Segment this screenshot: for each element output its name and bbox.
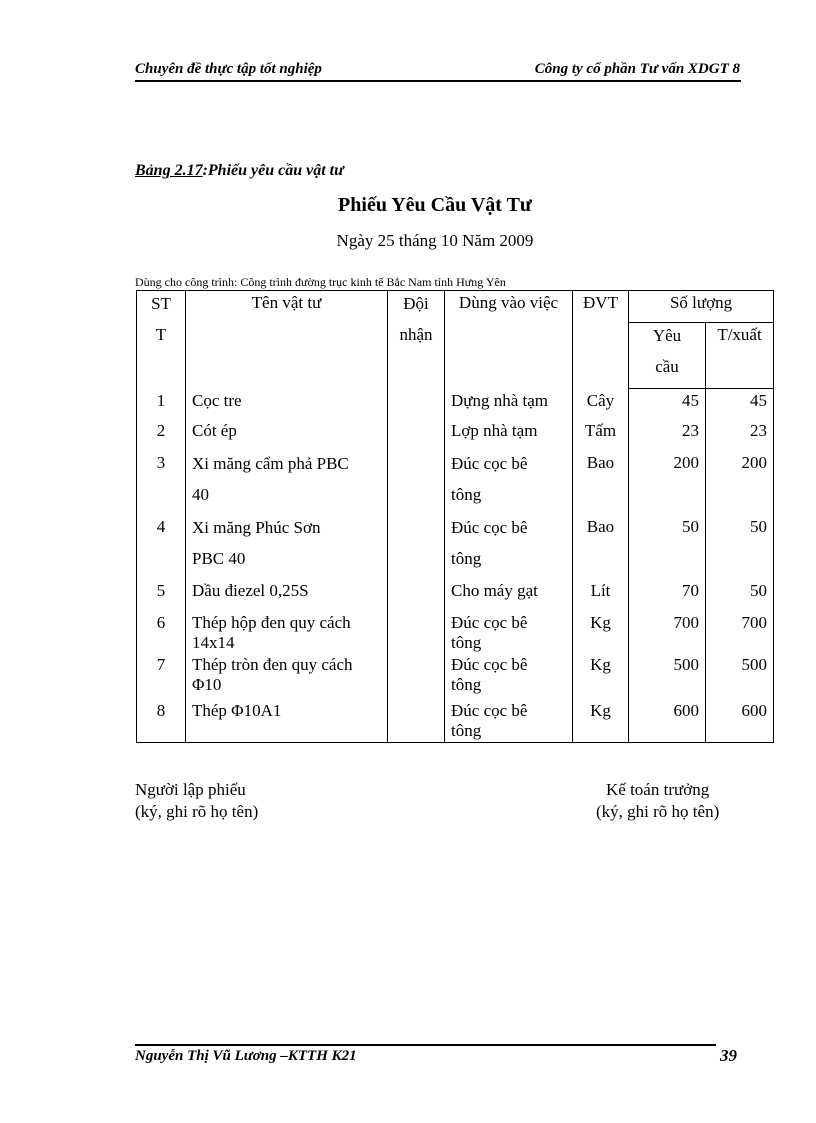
table-row: [137, 581, 774, 613]
cell-requested: 45: [629, 389, 706, 421]
header-right: Công ty cổ phần Tư vấn XDGT 8: [534, 61, 740, 77]
cell-use-line2: tông: [451, 674, 482, 694]
cell-issued: 50: [706, 517, 774, 581]
header-use: Dùng vào việc: [445, 291, 573, 389]
table-row: [137, 453, 774, 517]
cell-unit: Kg: [573, 701, 629, 743]
cell-name: Dầu điezel 0,25S: [186, 581, 388, 613]
cell-name-line1: Thép tròn đen quy cách: [192, 654, 353, 674]
cell-name-line1: Xi măng cẩm phả PBC: [192, 453, 349, 473]
cell-requested: 600: [629, 701, 706, 743]
cell-unit: Bao: [573, 453, 629, 517]
table-caption: [135, 162, 344, 180]
header-requested: [629, 323, 706, 389]
header-stt-line2: T: [155, 325, 167, 344]
cell-unit: Kg: [573, 613, 629, 655]
project-line: Dùng cho công trình: Công trình đường trục kinh tế Bắc Nam tỉnh Hưng Yên: [135, 275, 506, 289]
signature-preparer-note: (ký, ghi rõ họ tên): [135, 802, 259, 821]
cell-use-line1: Đúc cọc bê: [451, 654, 528, 674]
document-date: Ngày 25 tháng 10 Năm 2009: [336, 231, 534, 250]
cell-use-line2: tông: [451, 720, 482, 740]
cell-name-line1: Xi măng Phúc Sơn: [192, 517, 321, 537]
cell-requested: 50: [629, 517, 706, 581]
cell-issued: 50: [706, 581, 774, 613]
cell-use: Dựng nhà tạm: [445, 389, 573, 421]
header-team-line2: nhận: [399, 325, 433, 344]
cell-use: [445, 613, 573, 655]
cell-team: [388, 389, 445, 421]
cell-use: Lợp nhà tạm: [445, 421, 573, 453]
cell-name-line2: 40: [192, 484, 209, 504]
cell-stt: 5: [137, 581, 186, 613]
header-left: Chuyên đề thực tập tốt nghiệp: [135, 61, 322, 77]
cell-team: [388, 581, 445, 613]
cell-name-line2: 14x14: [192, 632, 235, 652]
cell-use-line1: Đúc cọc bê: [451, 700, 528, 720]
header-team-line1: Đội: [403, 294, 429, 313]
header-team: [388, 291, 445, 389]
cell-team: [388, 701, 445, 743]
cell-requested: 23: [629, 421, 706, 453]
cell-use: [445, 655, 573, 701]
cell-unit: Lít: [573, 581, 629, 613]
cell-use: Cho máy gạt: [445, 581, 573, 613]
signature-accountant-note: (ký, ghi rõ họ tên): [596, 802, 720, 821]
cell-use-line2: tông: [451, 484, 482, 504]
table-row: [137, 613, 774, 655]
cell-use: [445, 701, 573, 743]
header-quantity: Số lượng: [629, 291, 774, 323]
cell-name-line1: Thép hộp đen quy cách: [192, 612, 351, 632]
signature-accountant-title: Kế toán trưởng: [606, 780, 710, 799]
table-row: [137, 655, 774, 701]
header-stt: [137, 291, 186, 389]
cell-issued: 600: [706, 701, 774, 743]
cell-use-line2: tông: [451, 632, 482, 652]
cell-use-line1: Đúc cọc bê: [451, 612, 528, 632]
header-name: Tên vật tư: [186, 291, 388, 389]
signature-preparer-title: Người lập phiếu: [135, 780, 246, 799]
cell-issued: 500: [706, 655, 774, 701]
cell-name: Cót ép: [186, 421, 388, 453]
caption-text: :Phiếu yêu cầu vật tư: [202, 162, 344, 179]
cell-name-line2: PBC 40: [192, 548, 246, 568]
cell-name: Cọc tre: [186, 389, 388, 421]
table-row: [137, 389, 774, 421]
header-requested-line1: Yêu: [652, 326, 682, 345]
cell-requested: 200: [629, 453, 706, 517]
cell-stt: 2: [137, 421, 186, 453]
table-row: [137, 421, 774, 453]
materials-table: [136, 290, 774, 743]
signature-preparer: [135, 779, 258, 823]
cell-team: [388, 421, 445, 453]
cell-unit: Bao: [573, 517, 629, 581]
cell-name-line2: Φ10: [192, 674, 222, 694]
table-row: [137, 517, 774, 581]
cell-issued: 45: [706, 389, 774, 421]
cell-team: [388, 613, 445, 655]
page-number: 39: [720, 1046, 737, 1065]
cell-requested: 70: [629, 581, 706, 613]
header-stt-line1: ST: [151, 294, 171, 313]
caption-label: Bảng 2.17: [135, 162, 203, 179]
cell-stt: 4: [137, 517, 186, 581]
footer-author: Nguyễn Thị Vũ Lương –KTTH K21: [135, 1048, 357, 1064]
cell-stt: 1: [137, 389, 186, 421]
cell-stt: 8: [137, 701, 186, 743]
cell-name: Thép Φ10A1: [186, 701, 388, 743]
header-requested-line2: cầu: [655, 357, 679, 376]
cell-requested: 500: [629, 655, 706, 701]
cell-name: [186, 613, 388, 655]
cell-use: [445, 453, 573, 517]
cell-use-line1: Đúc cọc bê: [451, 517, 528, 537]
cell-unit: Kg: [573, 655, 629, 701]
header-rule: [135, 80, 741, 82]
cell-name: [186, 517, 388, 581]
signature-accountant: [596, 779, 719, 823]
cell-stt: 3: [137, 453, 186, 517]
document-title: Phiếu Yêu Cầu Vật Tư: [338, 194, 532, 216]
cell-team: [388, 655, 445, 701]
cell-team: [388, 517, 445, 581]
cell-unit: Cây: [573, 389, 629, 421]
cell-stt: 6: [137, 613, 186, 655]
cell-issued: 23: [706, 421, 774, 453]
header-unit: ĐVT: [573, 291, 629, 389]
cell-stt: 7: [137, 655, 186, 701]
cell-issued: 700: [706, 613, 774, 655]
cell-use: [445, 517, 573, 581]
cell-name: [186, 453, 388, 517]
header-issued: T/xuất: [706, 323, 774, 389]
cell-use-line1: Đúc cọc bê: [451, 453, 528, 473]
cell-requested: 700: [629, 613, 706, 655]
cell-name: [186, 655, 388, 701]
cell-issued: 200: [706, 453, 774, 517]
cell-unit: Tấm: [573, 421, 629, 453]
footer-rule: [135, 1044, 716, 1046]
table-row: [137, 701, 774, 743]
cell-use-line2: tông: [451, 548, 482, 568]
cell-team: [388, 453, 445, 517]
